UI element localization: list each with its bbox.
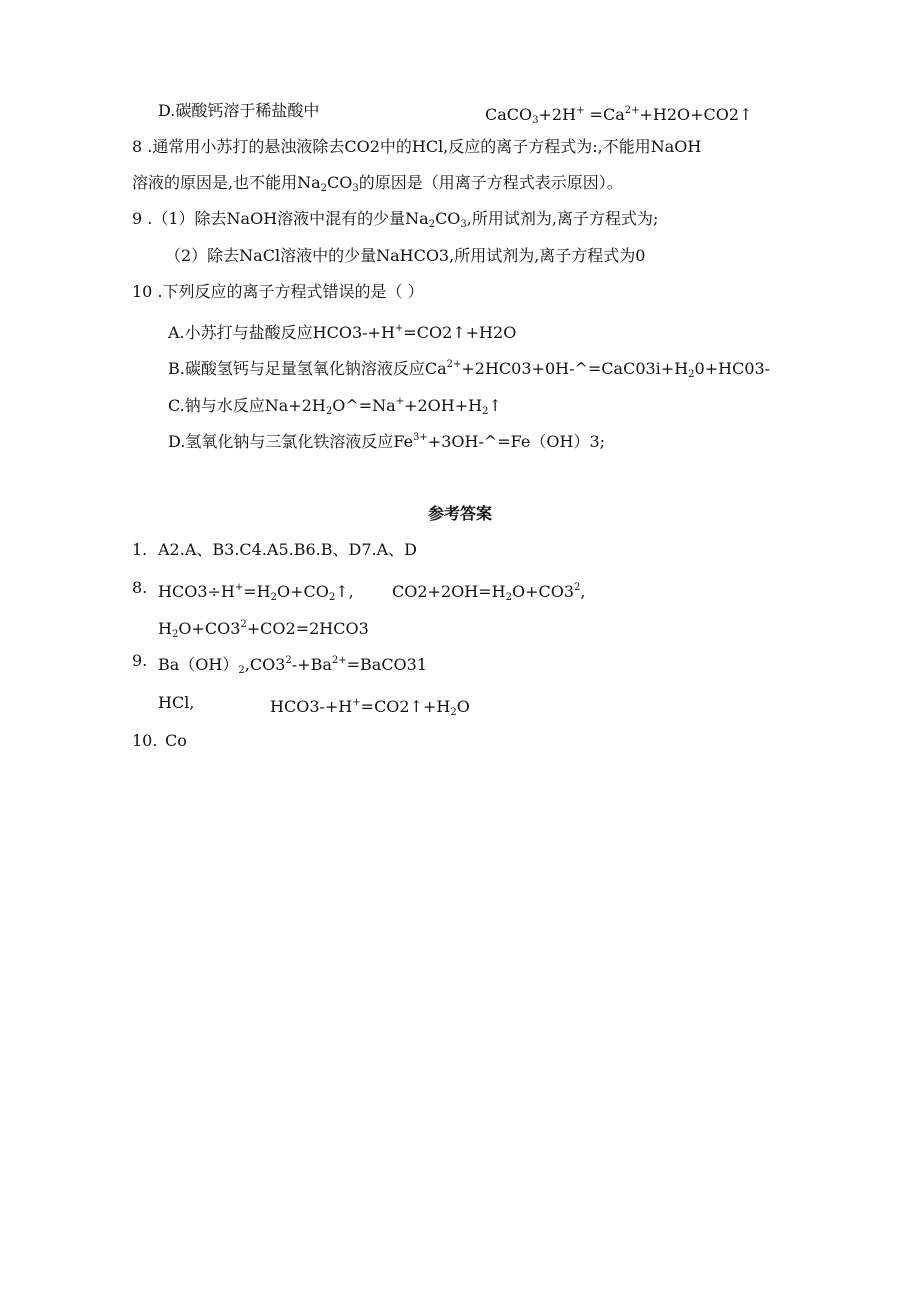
question-10-option-b: B.碳酸氢钙与足量氢氧化钠溶液反应$Ca^{2+}+2HC03+0H-\^{}=CaC03i+H_20+HC03-$ [168, 359, 771, 380]
question-9-line-1: 9 .（1）除去NaOH溶液中混有的少量$Na_2CO_3$,所用试剂为,离子方程式为; [132, 209, 659, 230]
answer-8-line-2: $H_2O+CO3^2+CO2=2HCO3$ [158, 619, 369, 640]
question-8-line-1: 8 .通常用小苏打的悬浊液除去CO2中的HCl,反应的离子方程式为:,不能用NaOH [132, 137, 702, 156]
question-10-option-c: C.钠与水反应$Na+2H_2O\^{}=Na^++2OH+H_2↑$ [168, 396, 502, 417]
option-d-label: D.碳酸钙溶于稀盐酸中 [158, 101, 320, 120]
answers-title: 参考答案 [427, 504, 492, 523]
question-10-stem: 10 .下列反应的离子方程式错误的是（ ） [132, 282, 424, 301]
question-9-line-2: （2）除去NaCl溶液中的少量NaHCO3,所用试剂为,离子方程式为0 [165, 246, 646, 265]
option-d-equation: CaCO$_3$+2H+ $=Ca^{2+}+H2O+CO2↑$ [485, 105, 753, 126]
question-10-option-d: D.氢氧化钠与三氯化铁溶液反应$Fe^{3+}+3OH-\^{}=Fe(OH)3$; [168, 432, 606, 451]
question-10-option-a: A.小苏打与盐酸反应HCO3-+H+=CO2↑+H2O [168, 323, 517, 342]
question-8-line-2: 溶液的原因是,也不能用$Na_2CO_3$的原因是（用离子方程式表示原因）。 [132, 173, 623, 194]
